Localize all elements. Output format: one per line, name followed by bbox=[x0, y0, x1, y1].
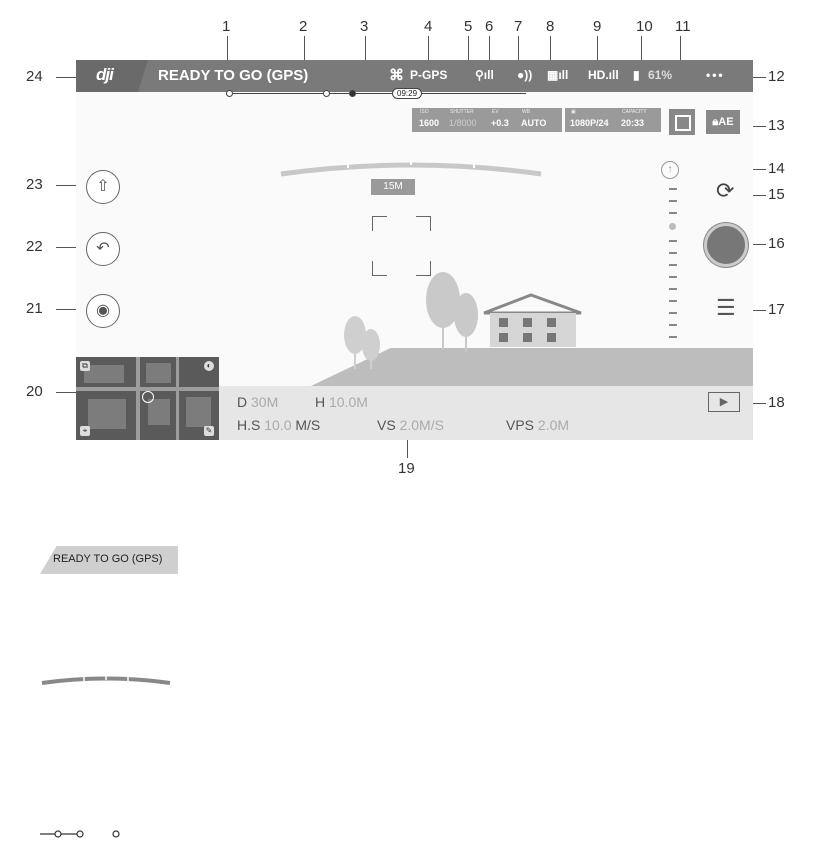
intelligent-flight-button[interactable] bbox=[86, 294, 120, 328]
gimbal-tick bbox=[669, 212, 677, 214]
callout-19: 19 bbox=[398, 460, 415, 477]
callout-17: 17 bbox=[768, 301, 785, 318]
callout-21: 21 bbox=[26, 300, 43, 317]
callout-11: 11 bbox=[675, 18, 691, 35]
gimbal-tick bbox=[669, 264, 677, 266]
gimbal-tick bbox=[669, 252, 677, 254]
ev-label: EV bbox=[492, 109, 499, 115]
wb-label: WB bbox=[522, 109, 531, 115]
callout-14: 14 bbox=[768, 160, 785, 177]
hspeed-label: H.S bbox=[237, 417, 261, 433]
lock-icon: 🔒︎ bbox=[712, 116, 719, 128]
status-legend-label: READY TO GO (GPS) bbox=[53, 553, 163, 565]
recording-info[interactable] bbox=[565, 108, 661, 132]
shutter-label: SHUTTER bbox=[450, 109, 474, 115]
hspeed-value: 10.0 bbox=[264, 417, 292, 433]
return-home-icon: ↶ bbox=[96, 240, 110, 257]
callout-8: 8 bbox=[546, 18, 555, 35]
system-status[interactable]: READY TO GO (GPS) bbox=[158, 67, 309, 84]
map-expand-icon[interactable]: ⧉ bbox=[80, 361, 90, 371]
vspeed-value: 2.0M/S bbox=[399, 417, 444, 433]
height-value: 10.0M bbox=[329, 394, 368, 410]
gps-signal-icon[interactable]: ⚲ıll bbox=[475, 68, 494, 82]
camera-parameters[interactable] bbox=[412, 108, 562, 132]
height-label: H bbox=[315, 394, 326, 410]
gimbal-tick bbox=[669, 188, 677, 190]
ae-lock-button[interactable] bbox=[706, 110, 740, 134]
sd-card-icon: ▣ bbox=[571, 109, 576, 115]
mini-map[interactable] bbox=[76, 357, 219, 440]
callout-16: 16 bbox=[768, 235, 785, 252]
capacity-value: 20:33 bbox=[621, 118, 645, 128]
hd-label: HD bbox=[588, 68, 606, 82]
aircraft-icon: ⌘ bbox=[389, 67, 404, 84]
flight-progress-bar bbox=[226, 93, 526, 94]
gimbal-up-icon[interactable]: ↑ bbox=[661, 161, 679, 179]
callout-24: 24 bbox=[26, 68, 43, 85]
capacity-label: CAPACITY bbox=[622, 109, 647, 115]
gimbal-tick bbox=[669, 288, 677, 290]
playback-button[interactable] bbox=[708, 392, 740, 412]
ev-value: +0.3 bbox=[491, 118, 509, 128]
callout-3: 3 bbox=[360, 18, 369, 35]
video-resolution: 1080P/24 bbox=[570, 118, 609, 128]
gimbal-tick bbox=[669, 300, 677, 302]
callout-20: 20 bbox=[26, 383, 43, 400]
callout-4: 4 bbox=[424, 18, 433, 35]
distance-badge: 15M bbox=[371, 179, 415, 195]
intelligent-flight-icon: ◉ bbox=[96, 302, 110, 319]
map-locate-icon[interactable]: ⌖ bbox=[80, 426, 90, 436]
more-settings-button[interactable]: ••• bbox=[706, 68, 725, 82]
playback-icon: ▶ bbox=[719, 396, 729, 408]
progress-start-dot bbox=[226, 90, 233, 97]
callout-5: 5 bbox=[464, 18, 473, 35]
focus-metering-button[interactable] bbox=[669, 109, 695, 135]
photo-video-switch-icon[interactable]: ⟳ bbox=[716, 178, 735, 203]
target-bracket-tl bbox=[372, 216, 387, 231]
gimbal-tick bbox=[669, 336, 677, 338]
callout-6: 6 bbox=[485, 18, 494, 35]
progress-mid-dot bbox=[323, 90, 330, 97]
battery-icon[interactable]: ▮ bbox=[633, 68, 640, 82]
flight-mode[interactable]: P-GPS bbox=[410, 68, 448, 82]
gimbal-tick bbox=[669, 200, 677, 202]
callout-12: 12 bbox=[768, 68, 785, 85]
aircraft-position-icon bbox=[142, 391, 154, 403]
gimbal-tick bbox=[669, 276, 677, 278]
camera-settings-icon[interactable]: ☰ bbox=[716, 295, 736, 320]
ae-label: AE bbox=[718, 116, 734, 128]
camera-view-screen bbox=[76, 60, 753, 440]
callout-18: 18 bbox=[768, 394, 785, 411]
hspeed-unit: M/S bbox=[295, 417, 321, 433]
attitude-legend bbox=[40, 672, 172, 688]
progress-current-dot bbox=[349, 90, 356, 97]
distance-value: 30M bbox=[251, 394, 279, 410]
callout-2: 2 bbox=[299, 18, 308, 35]
hd-signal[interactable]: HD.ıll bbox=[588, 68, 619, 82]
takeoff-icon: ⇧ bbox=[96, 178, 110, 195]
takeoff-button[interactable] bbox=[86, 170, 120, 204]
progress-legend bbox=[40, 827, 130, 841]
gimbal-tick bbox=[669, 324, 677, 326]
flight-telemetry bbox=[219, 386, 753, 440]
shutter-button[interactable] bbox=[704, 223, 748, 267]
callout-7: 7 bbox=[514, 18, 523, 35]
remote-signal-icon[interactable]: ▦ıll bbox=[547, 68, 569, 82]
gimbal-tick bbox=[669, 312, 677, 314]
compass-icon[interactable]: ◐ bbox=[204, 361, 214, 371]
map-edit-icon[interactable]: ✎ bbox=[205, 426, 213, 435]
vps-value: 2.0M bbox=[537, 417, 570, 433]
shutter-value: 1/8000 bbox=[449, 118, 477, 128]
return-home-button[interactable] bbox=[86, 232, 120, 266]
target-bracket-tr bbox=[416, 216, 431, 231]
dji-logo-icon[interactable]: dji bbox=[96, 65, 113, 84]
distance-label: D bbox=[237, 394, 248, 410]
battery-level[interactable]: 61% bbox=[648, 68, 673, 82]
callout-23: 23 bbox=[26, 176, 43, 193]
gimbal-tick bbox=[669, 240, 677, 242]
iso-label: ISO bbox=[420, 109, 429, 115]
callout-10: 10 bbox=[636, 18, 653, 35]
wb-value: AUTO bbox=[521, 118, 547, 128]
scene-illustration bbox=[331, 265, 621, 375]
flight-time-badge: 09:29 bbox=[392, 88, 422, 99]
obstacle-sensing-icon[interactable]: ●)) bbox=[517, 68, 533, 82]
callout-1: 1 bbox=[222, 18, 231, 35]
vps-label: VPS bbox=[506, 417, 535, 433]
callout-9: 9 bbox=[593, 18, 602, 35]
callout-15: 15 bbox=[768, 186, 785, 203]
gimbal-slider-knob[interactable] bbox=[669, 223, 676, 230]
callout-13: 13 bbox=[768, 117, 785, 134]
callout-22: 22 bbox=[26, 238, 43, 255]
vspeed-label: VS bbox=[377, 417, 396, 433]
iso-value: 1600 bbox=[419, 118, 440, 128]
